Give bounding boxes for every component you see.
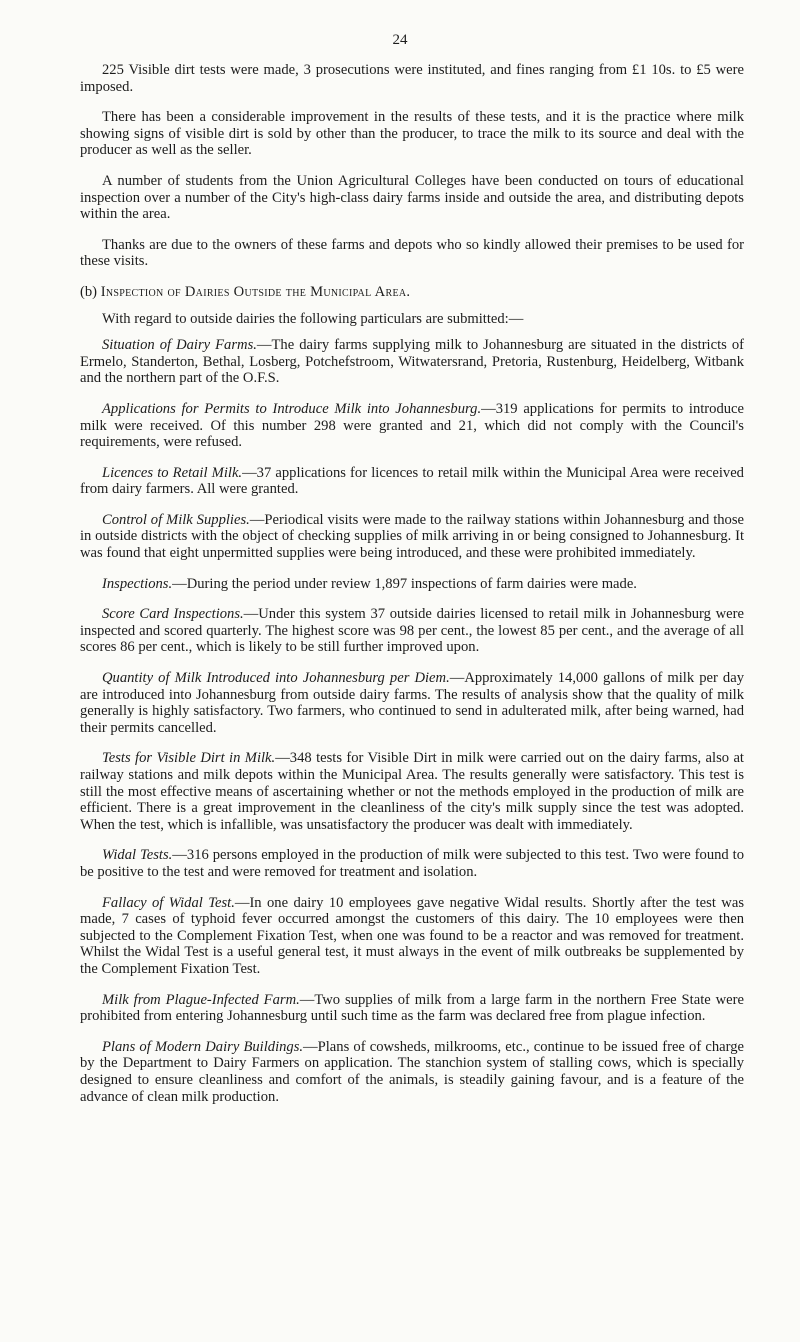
paragraph-improvement: There has been a considerable improvement in the results of these tests, and it is the practice where milk showing signs of visible dirt is sold by other than the producer, to trace the milk to its source and deal with the producer as well as the seller. bbox=[80, 109, 744, 159]
item-heading: Quantity of Milk Introduced into Johannesburg per Diem. bbox=[102, 670, 450, 687]
item-text: —Periodical visits were made to the railway stations within Johannesburg and those in outside districts with the object of checking supplies of milk arriving in or being consigned to Johannesburg. It was found that eight unpermitted supplies were being introduced, and these were prohibited immediately. bbox=[80, 511, 744, 562]
item-text: —Two supplies of milk from a large farm in the northern Free State were prohibited from entering Johannesburg until such time as the farm was declared free from plague infection. bbox=[80, 991, 744, 1025]
item-text: —During the period under review 1,897 inspections of farm dairies were made. bbox=[172, 575, 637, 592]
item-text: —348 tests for Visible Dirt in milk were carried out on the dairy farms, also at railway stations and milk depots within the Municipal Area. The results generally were satisfactory. This test is still the most effective means of ascertaining whether or not the methods employed in the production of milk are efficient. There is a great improvement in the cleanliness of the city's milk supply since the test was adopted. When the test, which is infallible, was unsatisfactory the producer was dealt with immediately. bbox=[80, 750, 744, 833]
item-heading: Control of Milk Supplies. bbox=[102, 511, 250, 528]
item-inspections bbox=[80, 576, 744, 593]
item-plans bbox=[80, 1039, 744, 1105]
item-heading: Licences to Retail Milk. bbox=[102, 464, 243, 481]
item-text: —Under this system 37 outside dairies licensed to retail milk in Johannesburg were inspected and scored quarterly. The highest score was 98 per cent., the lowest 85 per cent., and the average of all scores 86 per cent., which is likely to be still further improved upon. bbox=[80, 606, 744, 656]
item-text: —316 persons employed in the production of milk were subjected to this test. Two were found to be positive to the test and were removed for treatment and isolation. bbox=[80, 847, 744, 880]
paragraph-students-tours: A number of students from the Union Agricultural Colleges have been conducted on tours of educational inspection over a number of the City's high-class dairy farms inside and outside the area, and distributing depots within the area. bbox=[80, 172, 744, 223]
section-prefix: (b) bbox=[80, 283, 98, 300]
item-text: —In one dairy 10 employees gave negative Widal results. Shortly after the test was made, 7 cases of typhoid fever occurred amongst the customers of this dairy. The 10 employees were then subjected to the Complement Fixation Test, when one was found to be a reactor and was removed for treatment. Whilst the Widal Test is a useful general test, it must always in the event of milk outbreaks be supplemented by the Complement Fixation Test. bbox=[80, 894, 744, 977]
item-heading: Score Card Inspections. bbox=[102, 606, 244, 623]
item-visible-dirt-tests bbox=[80, 750, 744, 833]
item-quantity bbox=[80, 670, 744, 736]
paragraph-thanks: Thanks are due to the owners of these farms and depots who so kindly allowed their premises to be used for these visits. bbox=[80, 236, 744, 270]
item-widal-tests bbox=[80, 847, 744, 880]
item-heading: Inspections. bbox=[102, 575, 173, 592]
item-score-card bbox=[80, 606, 744, 656]
item-text: —Approximately 14,000 gallons of milk per day are introduced into Johannesburg from outside dairy farms. The results of analysis show that the quality of milk generally is highly satisfactory. Two farmers, who continued to send in adulterated milk, after being warned, had their permits cancelled. bbox=[80, 670, 744, 736]
item-situation bbox=[80, 337, 744, 387]
item-text: —37 applications for licences to retail milk within the Municipal Area were received from dairy farmers. All were granted. bbox=[80, 464, 744, 498]
item-heading: Situation of Dairy Farms. bbox=[102, 337, 257, 354]
item-heading: Fallacy of Widal Test. bbox=[102, 894, 235, 911]
paragraph-visible-dirt-summary: 225 Visible dirt tests were made, 3 prosecutions were instituted, and fines ranging from £1 10s. to £5 were imposed. bbox=[80, 62, 744, 95]
item-text: —Plans of cowsheds, milkrooms, etc., continue to be issued free of charge by the Department to Dairy Farmers on application. The stanchion system of stalling cows, which is specially designed to ensure cleanliness and comfort of the animals, is steadily gaining favour, and is a feature of the advance of clean milk production. bbox=[80, 1038, 744, 1105]
item-heading: Widal Tests. bbox=[102, 847, 173, 864]
section-heading-b bbox=[80, 284, 744, 301]
item-fallacy-widal bbox=[80, 895, 744, 978]
paragraph-intro: With regard to outside dairies the following particulars are submitted:— bbox=[102, 310, 524, 327]
item-plague-farm bbox=[80, 992, 744, 1025]
item-applications bbox=[80, 401, 744, 451]
item-text: —319 applications for permits to introduce milk were received. Of this number 298 were granted and 21, which did not comply with the Council's requirements, were refused. bbox=[80, 400, 745, 451]
item-heading: Milk from Plague-Infected Farm. bbox=[102, 991, 300, 1008]
item-heading: Tests for Visible Dirt in Milk. bbox=[102, 750, 276, 767]
page-number: 24 bbox=[392, 32, 408, 48]
item-licences bbox=[80, 465, 744, 498]
section-title: Inspection of Dairies Outside the Municipal Area. bbox=[100, 283, 411, 300]
item-heading: Applications for Permits to Introduce Milk into Johannesburg. bbox=[102, 400, 482, 417]
item-heading: Plans of Modern Dairy Buildings. bbox=[102, 1038, 304, 1055]
item-control bbox=[80, 512, 744, 562]
item-text: —The dairy farms supplying milk to Johannesburg are situated in the districts of Ermelo, Standerton, Bethal, Losberg, Potchefstroom, Witwatersrand, Pretoria, Rustenburg, Heidelberg, Witbank and the northern part of the O.F.S. bbox=[80, 337, 744, 387]
